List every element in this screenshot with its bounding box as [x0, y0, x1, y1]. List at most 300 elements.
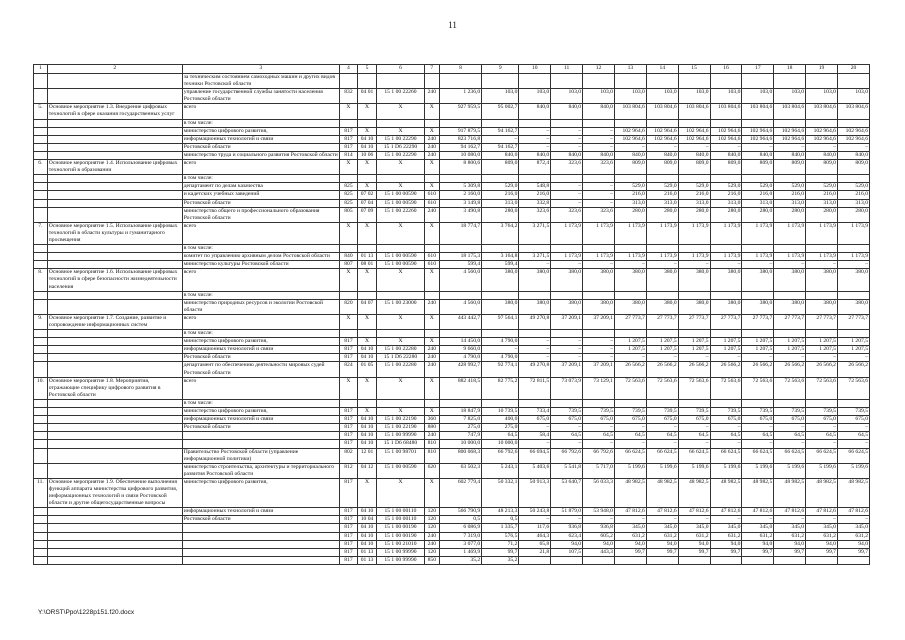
table-cell: X: [377, 104, 425, 119]
table-cell: –: [614, 440, 646, 448]
table-cell: 809,0: [710, 160, 742, 175]
table-cell: 5 199,6: [837, 463, 869, 478]
table-cell: 1 207,5: [678, 346, 710, 354]
table-cell: 07 09: [357, 207, 376, 222]
table-cell: 1 173,9: [646, 222, 678, 244]
table-cell: [34, 508, 48, 516]
table-cell: –: [614, 516, 646, 524]
table-cell: 72 563,6: [742, 377, 774, 399]
table-cell: 529,0: [614, 183, 646, 191]
table-cell: [34, 119, 48, 127]
table-cell: [482, 74, 519, 89]
table-cell: 26 566,2: [710, 362, 742, 377]
table-cell: [482, 399, 519, 407]
table-cell: 103 804,6: [742, 104, 774, 119]
table-cell: 1 173,9: [837, 253, 869, 261]
table-row: [34, 408, 870, 416]
table-cell: 825: [339, 191, 357, 199]
table-cell: 840,0: [519, 104, 551, 119]
table-cell: 850: [424, 556, 439, 564]
table-cell: министерство культуры Ростовской области: [182, 261, 339, 269]
table-cell: 103,0: [710, 89, 742, 104]
table-cell: [678, 245, 710, 253]
table-cell: 99,7: [774, 548, 806, 556]
table-cell: 1 173,9: [742, 222, 774, 244]
table-row: [34, 548, 870, 556]
table-cell: министерство труда и социального развития Ростовской области: [183, 151, 338, 158]
table-cell: 103 804,6: [806, 104, 838, 119]
table-cell: X: [357, 478, 376, 507]
table-cell: 380,0: [837, 299, 869, 314]
table-cell: [424, 175, 439, 183]
table-cell: [47, 338, 182, 346]
table-cell: [34, 399, 48, 407]
table-cell: 240: [424, 143, 439, 151]
table-cell: 817: [339, 127, 357, 135]
table-cell: –: [519, 354, 551, 362]
table-cell: 11.: [34, 478, 48, 507]
column-header: 20: [837, 65, 869, 74]
table-cell: 27 773,7: [710, 314, 742, 329]
table-cell: [774, 291, 806, 299]
table-cell: –: [742, 440, 774, 448]
table-cell: 04 01: [357, 89, 376, 104]
table-cell: 27 773,7: [806, 314, 838, 329]
table-cell: 64,5: [710, 432, 742, 440]
table-cell: X: [339, 104, 357, 119]
table-cell: –: [678, 440, 710, 448]
table-cell: 823 716,8: [439, 135, 481, 143]
table-cell: 817: [339, 432, 357, 440]
table-cell: 10 000,0: [482, 440, 519, 448]
table-cell: 280,0: [742, 207, 774, 222]
table-cell: –: [678, 424, 710, 432]
table-cell: 66 624,5: [646, 448, 678, 463]
table-cell: 5 199,6: [678, 463, 710, 478]
table-cell: 15 1 00 00590: [377, 261, 425, 269]
table-cell: [34, 362, 48, 377]
table-cell: 5 243,1: [482, 463, 519, 478]
table-cell: 812: [339, 463, 357, 478]
table-cell: [646, 74, 678, 89]
table-cell: –: [742, 516, 774, 524]
table-cell: [646, 291, 678, 299]
table-cell: –: [519, 261, 551, 269]
table-row: [34, 299, 870, 314]
table-cell: 1 173,9: [678, 253, 710, 261]
table-cell: 5.: [34, 104, 48, 119]
column-header: 3: [182, 65, 339, 74]
table-cell: [47, 74, 182, 89]
table-cell: [182, 532, 339, 540]
column-header: 19: [806, 65, 838, 74]
table-cell: 15 1 00 99990: [377, 548, 425, 556]
table-cell: X: [424, 183, 439, 191]
table-cell: 1 469,9: [439, 548, 481, 556]
table-cell: 15 1 00 98701: [377, 448, 425, 463]
table-cell: 380,0: [806, 299, 838, 314]
table-cell: 360: [424, 416, 439, 424]
table-cell: X: [424, 160, 439, 175]
table-cell: 94,0: [678, 540, 710, 548]
table-cell: 927 959,5: [439, 104, 481, 119]
table-cell: X: [357, 269, 376, 291]
table-cell: [424, 245, 439, 253]
table-cell: X: [357, 338, 376, 346]
column-header: 6: [377, 65, 425, 74]
budget-table: [33, 64, 870, 565]
table-cell: в том числе:: [182, 330, 339, 338]
table-cell: 64,5: [774, 432, 806, 440]
table-cell: Основное мероприятие 1.8. Мероприятия, отражающие специфику цифрового развития в Ростовской области: [47, 377, 182, 399]
table-cell: –: [482, 346, 519, 354]
table-cell: 5 309,8: [439, 183, 481, 191]
table-cell: 5 717,0: [583, 463, 615, 478]
table-row: [34, 104, 870, 119]
table-cell: 240: [424, 362, 439, 377]
table-cell: министерство природных ресурсов и экологии Ростовской области: [182, 299, 339, 314]
table-cell: –: [551, 354, 583, 362]
table-cell: [47, 424, 182, 432]
table-cell: 809,0: [774, 160, 806, 175]
table-cell: [678, 556, 710, 564]
table-cell: 26 566,2: [806, 362, 838, 377]
table-cell: 27 773,7: [678, 314, 710, 329]
table-row: [34, 261, 870, 269]
table-cell: 103 804,6: [837, 104, 869, 119]
table-cell: 102 964,6: [806, 127, 838, 135]
table-cell: 5 199,6: [646, 463, 678, 478]
table-cell: 380,0: [710, 269, 742, 291]
table-cell: 529,0: [678, 183, 710, 191]
table-cell: 1 173,9: [551, 222, 583, 244]
table-cell: 1 173,9: [614, 222, 646, 244]
table-cell: [519, 74, 551, 89]
table-cell: –: [774, 354, 806, 362]
table-cell: [34, 524, 48, 532]
table-cell: 380,0: [710, 299, 742, 314]
table-cell: [678, 330, 710, 338]
table-cell: 15 1 D6 68480: [377, 440, 425, 448]
table-cell: 04 10: [357, 143, 376, 151]
table-cell: 809,0: [837, 160, 869, 175]
table-cell: 599,4: [482, 261, 519, 269]
table-cell: 102 964,6: [646, 127, 678, 135]
table-cell: комитет по управлению архивным делом Ростовской области: [182, 253, 339, 261]
table-cell: [34, 463, 48, 478]
table-cell: [646, 556, 678, 564]
table-cell: [710, 291, 742, 299]
table-cell: [339, 245, 357, 253]
table-cell: [34, 354, 48, 362]
table-cell: 840,0: [583, 104, 615, 119]
table-cell: 1 335,7: [482, 524, 519, 532]
table-cell: 64,5: [583, 432, 615, 440]
table-cell: 120: [424, 508, 439, 516]
table-cell: [551, 74, 583, 89]
table-cell: в том числе:: [182, 399, 339, 407]
table-cell: 810: [424, 440, 439, 448]
table-cell: [47, 151, 182, 159]
table-cell: X: [357, 222, 376, 244]
table-cell: 95 002,7: [482, 104, 519, 119]
table-cell: 5 199,6: [614, 463, 646, 478]
table-cell: –: [583, 346, 615, 354]
table-cell: 5 403,6: [519, 463, 551, 478]
table-cell: 94 162,7: [482, 127, 519, 135]
table-cell: 26 566,2: [614, 362, 646, 377]
table-cell: [774, 399, 806, 407]
table-cell: 102 964,6: [774, 127, 806, 135]
table-cell: 216,0: [678, 191, 710, 199]
column-header: 11: [551, 65, 583, 74]
table-cell: 631,2: [710, 532, 742, 540]
table-cell: 102 964,6: [806, 135, 838, 143]
table-cell: 805: [339, 207, 357, 222]
table-cell: 809,0: [742, 160, 774, 175]
table-cell: 605,2: [583, 532, 615, 540]
table-cell: [47, 432, 182, 440]
table-cell: [774, 74, 806, 89]
table-cell: –: [774, 424, 806, 432]
table-cell: 9 660,0: [439, 346, 481, 354]
column-header: 14: [646, 65, 678, 74]
table-cell: –: [646, 354, 678, 362]
table-cell: [34, 556, 48, 564]
table-cell: [34, 291, 48, 299]
table-cell: 739,5: [806, 408, 838, 416]
table-row: [34, 222, 870, 244]
table-row: [34, 516, 870, 524]
table-row: [34, 151, 870, 159]
table-cell: [742, 291, 774, 299]
table-cell: 37 209,1: [551, 314, 583, 329]
table-cell: 623,4: [551, 532, 583, 540]
table-cell: 216,0: [774, 191, 806, 199]
table-cell: 102 964,6: [678, 127, 710, 135]
table-cell: информационных технологий и связи: [182, 416, 339, 424]
table-cell: [519, 119, 551, 127]
table-cell: –: [583, 261, 615, 269]
table-cell: 216,0: [806, 191, 838, 199]
table-cell: 5 541,8: [551, 463, 583, 478]
column-header: 17: [742, 65, 774, 74]
table-cell: 380,0: [551, 299, 583, 314]
table-cell: 345,0: [742, 524, 774, 532]
table-cell: –: [806, 261, 838, 269]
table-cell: министерство цифрового развития,: [182, 338, 339, 346]
table-cell: 380,0: [646, 269, 678, 291]
table-cell: 6 086,9: [439, 524, 481, 532]
table-cell: министерство строительства, архитектуры и территориального развития Ростовской области: [182, 463, 339, 478]
table-cell: 529,0: [482, 183, 519, 191]
table-cell: 323,6: [551, 160, 583, 175]
table-cell: [806, 291, 838, 299]
table-cell: [34, 424, 48, 432]
table-cell: –: [806, 143, 838, 151]
table-cell: 313,0: [614, 199, 646, 207]
column-header: 18: [774, 65, 806, 74]
table-cell: 63 502,3: [439, 463, 481, 478]
table-cell: 26 566,2: [774, 362, 806, 377]
table-cell: 380,0: [678, 299, 710, 314]
table-cell: [678, 74, 710, 89]
table-cell: [742, 245, 774, 253]
table-cell: 72 563,6: [614, 377, 646, 399]
table-cell: 65,8: [519, 540, 551, 548]
table-cell: 27 773,7: [837, 314, 869, 329]
table-cell: 10 06: [357, 151, 376, 159]
table-cell: –: [551, 440, 583, 448]
table-cell: [583, 399, 615, 407]
table-cell: 840,0: [837, 151, 869, 159]
table-cell: [837, 119, 869, 127]
table-cell: [47, 127, 182, 135]
table-cell: 817: [339, 416, 357, 424]
table-cell: 566 790,9: [439, 508, 481, 516]
table-cell: 313,0: [837, 199, 869, 207]
table-cell: 529,0: [710, 183, 742, 191]
table-cell: 380,0: [774, 269, 806, 291]
table-cell: [47, 354, 182, 362]
table-cell: 103,0: [742, 89, 774, 104]
table-cell: 216,0: [646, 191, 678, 199]
table-cell: [439, 399, 481, 407]
table-cell: X: [357, 314, 376, 329]
table-cell: [182, 556, 339, 564]
table-row: [34, 424, 870, 432]
table-cell: 428 992,7: [439, 362, 481, 377]
table-cell: [47, 346, 182, 354]
table-cell: 400,0: [482, 416, 519, 424]
table-cell: –: [551, 143, 583, 151]
table-cell: 07 04: [357, 199, 376, 207]
table-cell: 631,2: [742, 532, 774, 540]
table-cell: всего: [182, 269, 339, 291]
table-row: [34, 399, 870, 407]
table-cell: Ростовской области: [182, 143, 339, 151]
table-cell: –: [551, 424, 583, 432]
table-cell: 840,0: [774, 151, 806, 159]
table-cell: 840,0: [646, 151, 678, 159]
table-cell: [339, 291, 357, 299]
table-cell: за техническим состоянием самоходных машин и других видов техники Ростовской области: [182, 74, 339, 89]
table-cell: 1 207,5: [806, 338, 838, 346]
table-cell: –: [519, 338, 551, 346]
table-cell: 880: [424, 424, 439, 432]
table-cell: [806, 556, 838, 564]
table-cell: –: [710, 516, 742, 524]
table-cell: 04 10: [357, 540, 376, 548]
table-cell: 37 209,1: [583, 362, 615, 377]
table-cell: [47, 119, 182, 127]
table-cell: [34, 89, 48, 104]
table-cell: [182, 524, 339, 532]
table-cell: 275,0: [482, 424, 519, 432]
table-cell: X: [377, 160, 425, 175]
column-header: 1: [34, 65, 48, 74]
table-cell: 08 01: [357, 261, 376, 269]
table-row: [34, 191, 870, 199]
table-cell: [34, 408, 48, 416]
table-cell: –: [614, 261, 646, 269]
table-cell: [34, 253, 48, 261]
table-cell: [646, 245, 678, 253]
table-cell: 73 073,9: [551, 377, 583, 399]
table-cell: 739,5: [551, 408, 583, 416]
table-cell: [806, 175, 838, 183]
table-cell: [439, 291, 481, 299]
table-cell: [583, 245, 615, 253]
table-cell: 04 07: [357, 299, 376, 314]
table-cell: –: [646, 516, 678, 524]
table-cell: 15 1 D6 22290: [377, 143, 425, 151]
table-cell: 5 199,6: [806, 463, 838, 478]
table-cell: [357, 74, 376, 89]
table-cell: –: [837, 354, 869, 362]
table-cell: [710, 74, 742, 89]
table-cell: 313,0: [774, 199, 806, 207]
page-number: 11: [448, 20, 457, 30]
table-cell: 53 640,7: [551, 478, 583, 507]
table-cell: Основное мероприятие 1.3. Внедрение цифровых технологий в сфере оказания государственных услуг: [47, 104, 182, 119]
table-cell: 840,0: [678, 151, 710, 159]
table-cell: [34, 207, 48, 222]
table-cell: 323,6: [583, 160, 615, 175]
column-header: 10: [519, 65, 551, 74]
table-cell: –: [583, 143, 615, 151]
table-cell: [742, 119, 774, 127]
table-cell: [742, 399, 774, 407]
table-cell: 5 199,6: [774, 463, 806, 478]
table-cell: 240: [424, 207, 439, 222]
table-cell: [34, 516, 48, 524]
table-cell: [583, 291, 615, 299]
table-cell: –: [774, 516, 806, 524]
table-cell: [710, 330, 742, 338]
table-cell: 529,0: [774, 183, 806, 191]
table-cell: 240: [424, 299, 439, 314]
table-cell: 35,2: [439, 556, 481, 564]
table-cell: –: [837, 440, 869, 448]
table-cell: [47, 362, 182, 377]
table-cell: X: [357, 408, 376, 416]
table-cell: 739,5: [837, 408, 869, 416]
table-cell: 94,0: [583, 540, 615, 548]
table-cell: [424, 399, 439, 407]
table-cell: –: [742, 354, 774, 362]
table-row: [34, 354, 870, 362]
table-cell: 47 812,6: [837, 508, 869, 516]
table-cell: Ростовской области: [182, 354, 339, 362]
table-cell: 99,7: [614, 548, 646, 556]
table-cell: 802: [339, 448, 357, 463]
table-cell: [34, 261, 48, 269]
table-cell: [710, 119, 742, 127]
table-cell: 47 812,6: [806, 508, 838, 516]
table-cell: 99,7: [482, 548, 519, 556]
table-cell: [519, 291, 551, 299]
table-row: [34, 199, 870, 207]
table-cell: [774, 245, 806, 253]
table-cell: [774, 556, 806, 564]
table-cell: [47, 183, 182, 191]
table-cell: [519, 175, 551, 183]
table-cell: [646, 175, 678, 183]
table-cell: [34, 245, 48, 253]
table-cell: 443 442,7: [439, 314, 481, 329]
table-cell: 01 13: [357, 548, 376, 556]
